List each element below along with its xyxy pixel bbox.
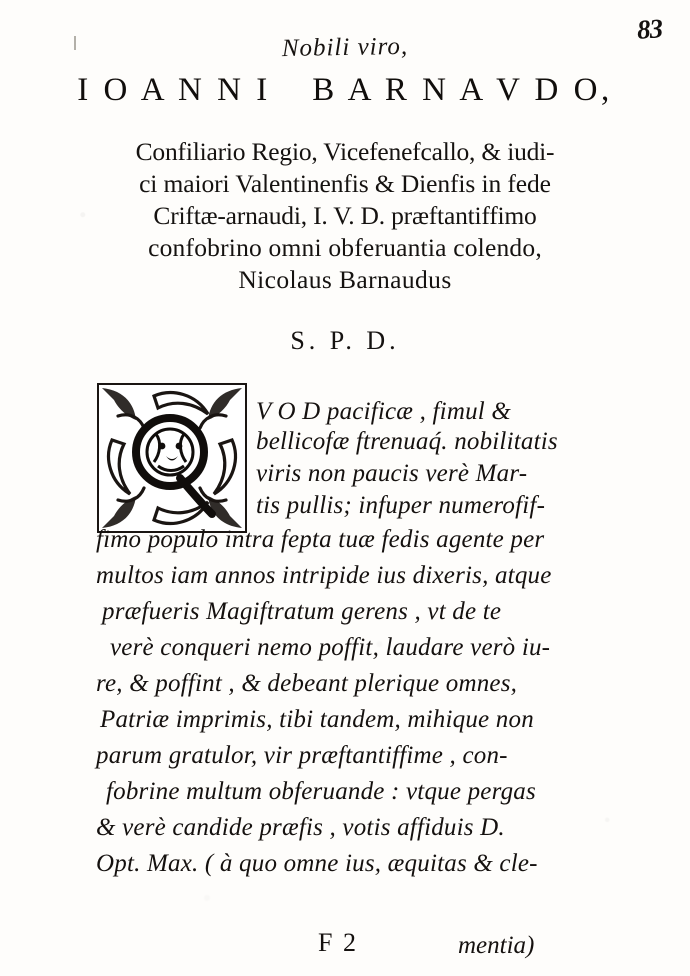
ornamental-initial-q-icon — [96, 382, 248, 534]
body-line: Patriæ imprimis, tibi tandem, mihique non — [100, 706, 534, 733]
dedication-author-name: Nicolaus Barnaudus — [238, 265, 452, 294]
addressee-first-name: I O A N N I — [77, 72, 271, 108]
body-line: multos iam annos intripide ius dixeris, atque — [96, 562, 552, 589]
addressee-surname: B A R N A V D O, — [312, 72, 613, 108]
body-line: Opt. Max. ( à quo omne ius, æquitas & cle- — [96, 850, 538, 877]
dedication-heading — [0, 34, 690, 109]
catchword: mentia) — [458, 932, 535, 959]
dedication-title-line: confobrino omni obferuantia colendo, — [148, 233, 542, 262]
page-footer — [0, 930, 690, 964]
dedication-title-line: Criftæ-arnaudi, I. V. D. præftantiffimo — [153, 201, 537, 230]
body-line: & verè candide præfis , votis affiduis D. — [96, 814, 505, 841]
folio-number: 83 — [635, 13, 663, 45]
dedication-addressee — [0, 72, 690, 109]
body-line: re, & poffint , & debeant plerique omnes, — [96, 670, 518, 697]
body-line: V O D pacificæ , fimul & — [256, 398, 512, 425]
body-line: parum gratulor, vir præftantiffime , con- — [96, 742, 508, 769]
body-line: verè conqueri nemo poffit, laudare verò iu- — [110, 634, 551, 661]
body-line: bellicofæ ftrenuaq́. nobilitatis — [256, 428, 558, 455]
dedication-title-line: ci maiori Valentinenfis & Dienfis in fede — [139, 169, 551, 198]
body-line: præfueris Magiftratum gerens , vt de te — [102, 598, 502, 625]
dedication-titles — [0, 136, 690, 296]
body-line: viris non paucis verè Mar- — [256, 460, 528, 487]
dedication-greeting: S. P. D. — [290, 326, 400, 355]
body-line: tis pullis; infuper numerofif- — [256, 492, 546, 519]
signature-mark: F 2 — [318, 928, 358, 957]
body-line: fimo populo intra fepta tuæ fedis agente per — [96, 526, 545, 553]
dedication-salutation: Nobili viro, — [281, 32, 409, 63]
dedication-title-line: Confiliario Regio, Vicefenefcallo, & iudi- — [135, 137, 555, 166]
body-line: fobrine multum obferuande : vtque pergas — [106, 778, 536, 805]
